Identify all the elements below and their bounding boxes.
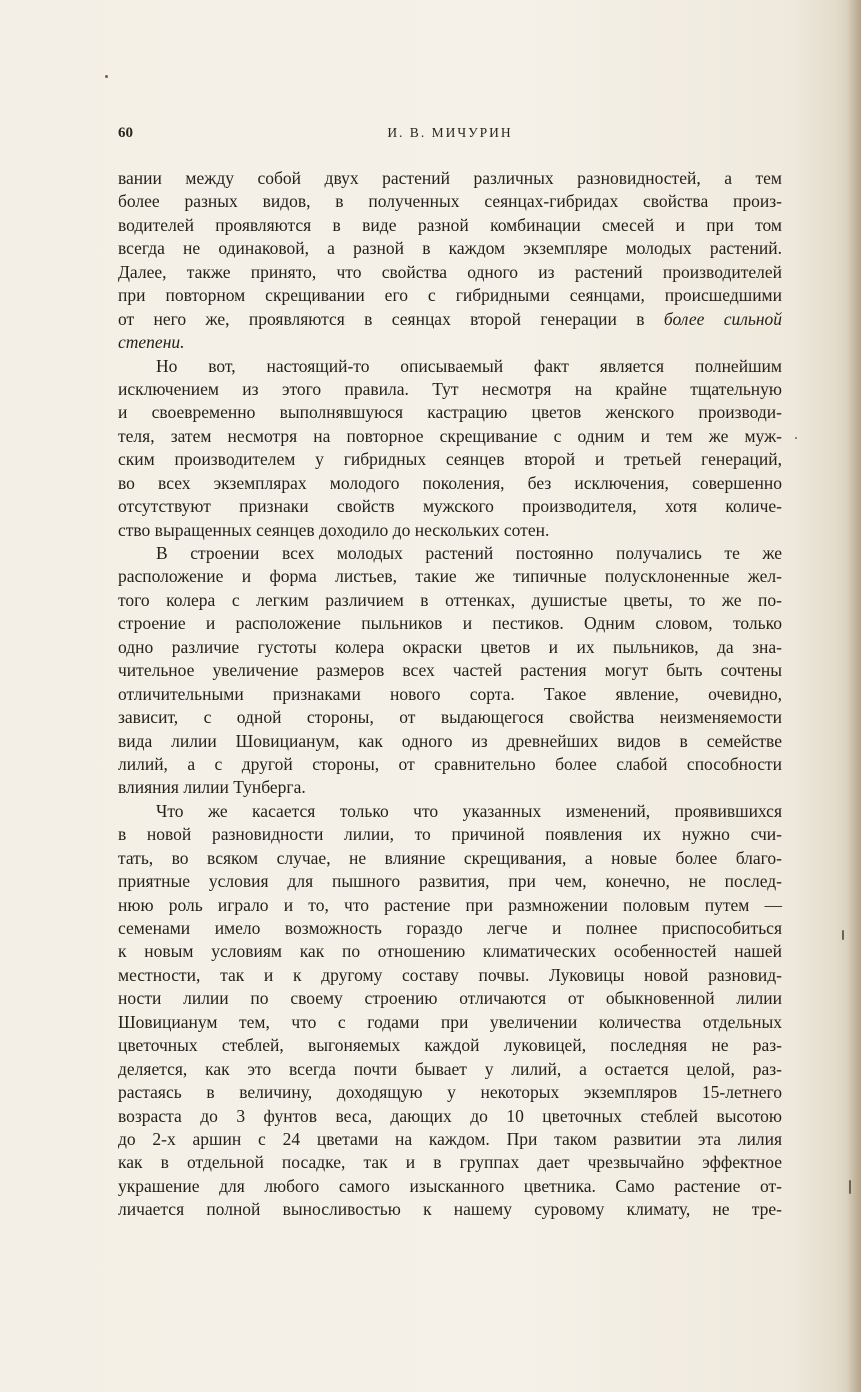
text-line-main: от него же, проявляются в сеянцах второй генерации в — [118, 308, 645, 329]
text-line-italic — [118, 331, 782, 354]
text-line: чительное увеличение размеров всех частей растения могут быть сочтены — [118, 660, 782, 681]
text-line: ство выращенных сеянцев доходило до нескольких сотен. — [118, 519, 550, 540]
text-line: к новым условиям как по отношению климатических особенностей нашей — [118, 941, 782, 962]
text-line: семенами имело возможность гораздо легче и полнее приспособиться — [118, 918, 782, 938]
text-line: расположение и форма листьев, такие же типичные полусклоненные жел- — [118, 566, 782, 587]
text-line: влияния лилии Тунберга. — [118, 777, 306, 798]
body-text — [118, 167, 782, 1222]
text-line: теля, затем несмотря на повторное скрещивание с одним и тем же муж- — [118, 425, 782, 446]
text-line: более разных видов, в полученных сеянцах-гибридах свойства произ- — [118, 191, 782, 212]
italic-emphasis: степени. — [118, 332, 185, 353]
italic-emphasis: более сильной — [663, 308, 783, 329]
text-line: зависит, с одной стороны, от выдающегося свойства неизменяемости — [118, 707, 782, 728]
text-line: нюю роль играло и то, что растение при размножении половым путем — — [118, 894, 782, 915]
text-line: исключением из этого правила. Тут несмотря на крайне тщательную — [118, 378, 782, 399]
text-line: деляется, как это всегда почти бывает у лилий, а остается целой, раз- — [118, 1058, 782, 1079]
text-line: того колера с легким различием в оттенках, душистые цветы, то же по- — [118, 589, 782, 610]
text-line: всегда не одинаковой, а разной в каждом экземпляре молодых растений. — [118, 238, 782, 259]
text-line: Шовицианум тем, что с годами при увеличении количества отдельных — [118, 1011, 782, 1032]
text-line: Далее, также принято, что свойства одного из растений производителей — [118, 261, 782, 282]
text-line: ности лилии по своему строению отличаются от обыкновенной лилии — [118, 988, 782, 1009]
page-number: 60 — [118, 125, 133, 141]
text-line — [118, 308, 782, 331]
paragraph — [118, 355, 782, 543]
text-line: ским производителем у гибридных сеянцев второй и третьей генераций, — [118, 449, 782, 470]
page-header — [118, 125, 782, 145]
paper-speck — [842, 930, 844, 940]
text-line: вании между собой двух растений различных разновидностей, а тем — [118, 168, 782, 188]
text-line: одно различие густоты колера окраски цветов и их пыльников, да зна- — [118, 636, 782, 657]
paper-speck — [105, 75, 108, 78]
text-line: лилий, а с другой стороны, от сравнительно более слабой способности — [118, 753, 782, 774]
text-line: Но вот, настоящий-то описываемый факт является полнейшим — [156, 355, 782, 376]
running-head: И. В. МИЧУРИН — [387, 125, 513, 140]
text-line: украшение для любого самого изысканного цветника. Само растение от- — [118, 1175, 782, 1196]
text-line: В строении всех молодых растений постоянно получались те же — [156, 543, 782, 563]
paragraph — [118, 800, 782, 1222]
paper-speck — [849, 1180, 851, 1194]
paper-speck — [795, 437, 797, 439]
text-line: строение и расположение пыльников и пестиков. Одним словом, только — [118, 613, 782, 634]
text-line: вида лилии Шовицианум, как одного из древнейших видов в семействе — [118, 730, 782, 751]
text-line: водителей проявляются в виде разной комбинации смесей и при том — [118, 214, 782, 235]
text-line: при повторном скрещивании его с гибридными сеянцами, происшедшими — [118, 285, 782, 306]
text-line: в новой разновидности лилии, то причиной появления их нужно счи- — [118, 824, 782, 845]
text-line: цветочных стеблей, выгоняемых каждой луковицей, последняя не раз- — [118, 1035, 782, 1056]
paragraph — [118, 542, 782, 800]
text-line: до 2-х аршин с 24 цветами на каждом. При таком развитии эта лилия — [118, 1128, 782, 1149]
text-line: отличительными признаками нового сорта. Такое явление, очевидно, — [118, 683, 782, 704]
text-line: Что же касается только что указанных изменений, проявившихся — [156, 800, 782, 821]
text-line: личается полной выносливостью к нашему суровому климату, не тре- — [118, 1199, 782, 1220]
text-line: во всех экземплярах молодого поколения, без исключения, совершенно — [118, 472, 782, 493]
text-line: возраста до 3 фунтов веса, дающих до 10 цветочных стеблей высотою — [118, 1105, 782, 1126]
text-line: отсутствуют признаки свойств мужского производителя, хотя количе- — [118, 496, 782, 517]
text-line: приятные условия для пышного развития, при чем, конечно, не послед- — [118, 871, 782, 892]
text-line: тать, во всяком случае, не влияние скрещивания, а новые более благо- — [118, 847, 782, 868]
text-line: местности, так и к другому составу почвы. Луковицы новой разновид- — [118, 964, 782, 985]
text-line: растаясь в величину, доходящую у некоторых экземпляров 15-летнего — [118, 1082, 782, 1103]
text-line: как в отдельной посадке, так и в группах дает чрезвычайно эффектное — [118, 1152, 782, 1173]
text-line: и своевременно выполнявшуюся кастрацию цветов женского производи- — [118, 402, 782, 423]
paragraph — [118, 167, 782, 355]
